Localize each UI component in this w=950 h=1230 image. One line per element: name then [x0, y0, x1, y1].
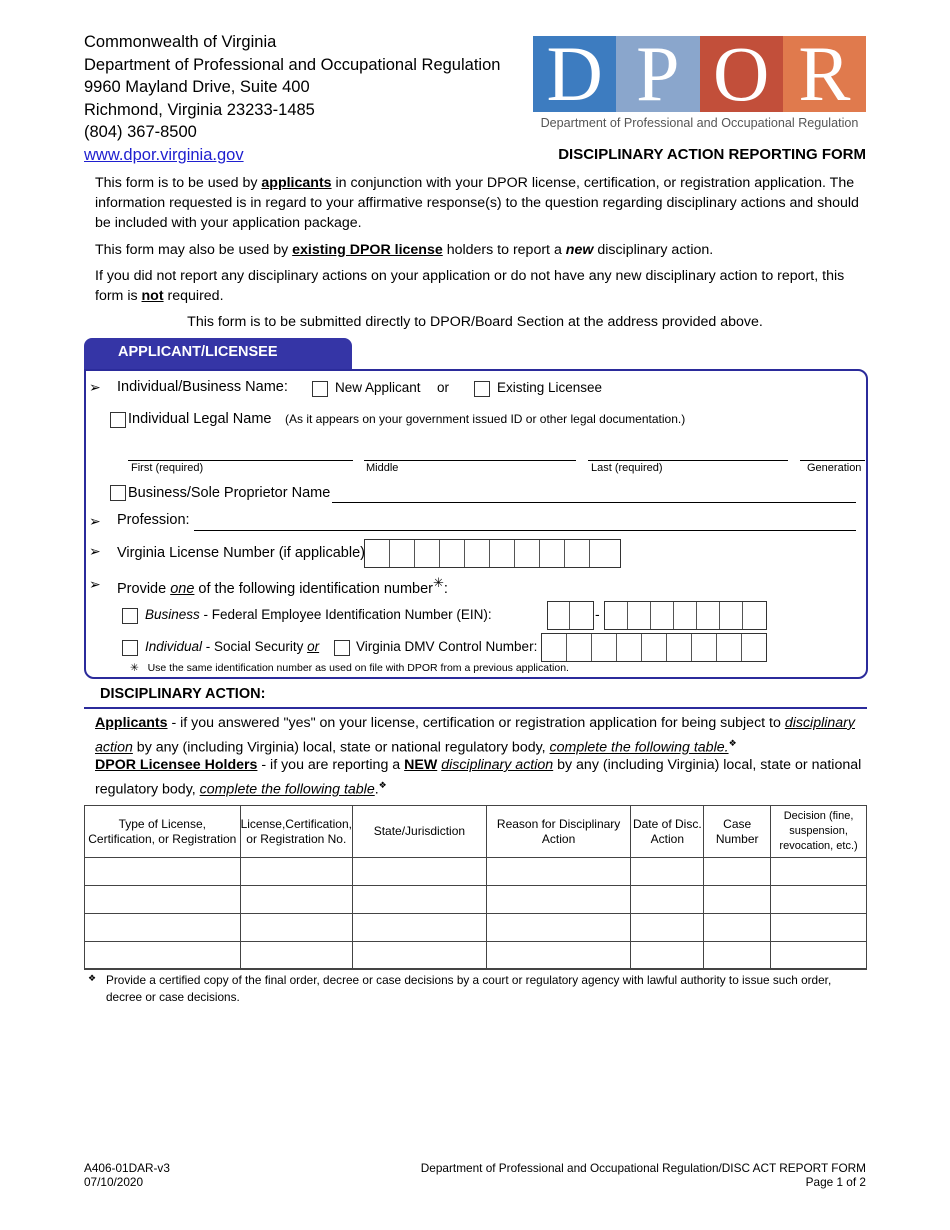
text: complete the following table.	[549, 739, 729, 756]
text: applicants	[261, 175, 332, 191]
diamond-icon: ❖	[378, 780, 387, 790]
text: - if you answered "yes" on your license, certification or registration application for being subject to	[167, 715, 785, 731]
ssn-dmv-boxes[interactable]	[541, 633, 767, 662]
table-cell[interactable]	[240, 858, 352, 886]
arrow-bullet-icon: ➢	[89, 379, 101, 395]
last-label: Last (required)	[591, 462, 663, 474]
column-header: Decision (fine, suspension, revocation, etc.)	[771, 806, 867, 858]
existing-licensee-label: Existing Licensee	[497, 380, 603, 395]
table-cell[interactable]	[486, 942, 631, 970]
text: complete the following table	[199, 781, 375, 798]
text: Individual	[145, 639, 203, 654]
text: not	[141, 288, 164, 304]
ssn-label	[145, 639, 319, 654]
form-title: DISCIPLINARY ACTION REPORTING FORM	[558, 146, 866, 163]
digit-box[interactable]	[515, 540, 540, 567]
digit-box[interactable]	[674, 602, 697, 629]
intro-paragraph-1	[95, 173, 865, 233]
table-cell[interactable]	[240, 942, 352, 970]
table-cell[interactable]	[85, 942, 241, 970]
column-header: Type of License, Certification, or Registration	[85, 806, 241, 858]
text: existing DPOR license	[292, 242, 443, 258]
text: - Federal Employee Identification Number (EIN):	[199, 607, 492, 622]
digit-box[interactable]	[570, 602, 593, 629]
business-name-checkbox[interactable]	[110, 485, 126, 501]
digit-box[interactable]	[697, 602, 720, 629]
profession-label: Profession:	[117, 512, 190, 528]
text: disciplinary action.	[593, 242, 714, 258]
digit-box[interactable]	[628, 602, 651, 629]
text: .	[374, 781, 379, 798]
text: Provide	[117, 580, 171, 597]
legal-name-label: Individual Legal Name	[128, 411, 272, 427]
applicants-instructions	[95, 713, 867, 758]
table-cell[interactable]	[352, 914, 486, 942]
text: Applicants	[95, 715, 168, 731]
license-number-boxes[interactable]	[364, 539, 621, 568]
footer-title: Department of Professional and Occupational Regulation/DISC ACT REPORT FORM	[420, 1161, 866, 1175]
digit-box[interactable]	[548, 602, 570, 629]
dpor-logo	[533, 36, 866, 112]
digit-box[interactable]	[667, 634, 692, 661]
diamond-icon: ❖	[88, 973, 97, 983]
digit-box[interactable]	[365, 540, 390, 567]
address-line: (804) 367-8500	[84, 123, 197, 142]
text: - if you are reporting a	[257, 757, 405, 773]
ssn-checkbox[interactable]	[122, 640, 138, 656]
intro-paragraph-4: This form is to be submitted directly to DPOR/Board Section at the address provided above.	[187, 314, 763, 330]
logo-letter: R	[783, 36, 866, 112]
text: required.	[163, 288, 224, 304]
footnote	[130, 662, 569, 674]
business-name-field[interactable]	[332, 502, 856, 503]
ein-label	[145, 607, 492, 622]
generation-label: Generation	[807, 462, 862, 474]
arrow-bullet-icon: ➢	[89, 543, 101, 559]
footer-left	[84, 1161, 170, 1189]
logo-letter: O	[700, 36, 783, 112]
logo-letter: D	[533, 36, 616, 112]
disciplinary-title: DISCIPLINARY ACTION:	[100, 686, 266, 702]
column-header: License,Certification, or Registration No.	[240, 806, 352, 858]
table-cell[interactable]	[85, 858, 241, 886]
text: :	[443, 580, 448, 597]
table-cell[interactable]	[631, 858, 704, 886]
digit-box[interactable]	[717, 634, 742, 661]
column-header: Reason for Disciplinary Action	[486, 806, 631, 858]
form-date: 07/10/2020	[84, 1175, 144, 1189]
new-applicant-label: New Applicant	[335, 380, 421, 395]
middle-label: Middle	[366, 462, 399, 474]
digit-box[interactable]	[390, 540, 415, 567]
legal-name-note: (As it appears on your government issued ID or other legal documentation.)	[285, 412, 686, 426]
digit-box[interactable]	[567, 634, 592, 661]
text: disciplinary action	[95, 715, 856, 756]
table-cell[interactable]	[771, 942, 867, 970]
table-cell[interactable]	[85, 914, 241, 942]
text: one	[170, 580, 195, 597]
digit-box[interactable]	[490, 540, 515, 567]
digit-box[interactable]	[440, 540, 465, 567]
text: by any (including Virginia) local, state or national regulatory body,	[95, 757, 862, 798]
table-cell[interactable]	[704, 858, 771, 886]
table-cell[interactable]	[240, 886, 352, 914]
text: DPOR Licensee Holders	[95, 757, 258, 773]
disciplinary-table	[84, 805, 867, 970]
table-cell[interactable]	[352, 886, 486, 914]
existing-licensee-checkbox[interactable]	[474, 381, 490, 397]
address-line: 9960 Mayland Drive, Suite 400	[84, 78, 310, 97]
logo-letter: P	[616, 36, 699, 112]
address-line: Richmond, Virginia 23233-1485	[84, 100, 315, 119]
digit-box[interactable]	[415, 540, 440, 567]
diamond-icon: ❖	[728, 738, 737, 748]
text: in conjunction with your DPOR license, certification, or registration application. The information requested is in regard to your affirmative response(s) to the question regarding disciplinary actions and should be included with your application package.	[95, 175, 859, 231]
license-number-label: Virginia License Number (if applicable)	[117, 545, 365, 561]
footer-right	[421, 1161, 866, 1189]
address-block	[84, 31, 500, 167]
divider	[84, 707, 867, 709]
digit-box[interactable]	[742, 634, 766, 661]
table-cell[interactable]	[771, 886, 867, 914]
provide-id-label	[117, 575, 448, 597]
table-row	[85, 886, 867, 914]
ein-dash: -	[595, 606, 600, 622]
table-note: Provide a certified copy of the final order, decree or case decisions by a court or regulatory agency with lawful authority to issue such order, decree or case decisions.	[106, 973, 832, 1004]
page-number: Page 1 of 2	[805, 1175, 866, 1189]
table-cell[interactable]	[704, 914, 771, 942]
table-cell[interactable]	[771, 914, 867, 942]
column-header: Case Number	[704, 806, 771, 858]
table-cell[interactable]	[85, 886, 241, 914]
new-applicant-checkbox[interactable]	[312, 381, 328, 397]
digit-box[interactable]	[542, 634, 567, 661]
digit-box[interactable]	[692, 634, 717, 661]
digit-box[interactable]	[651, 602, 674, 629]
ein-checkbox[interactable]	[122, 608, 138, 624]
section-tab	[84, 338, 352, 370]
digit-box[interactable]	[617, 634, 642, 661]
address-line: Department of Professional and Occupational Regulation	[84, 55, 501, 74]
table-cell[interactable]	[486, 858, 631, 886]
table-cell[interactable]	[486, 914, 631, 942]
profession-field[interactable]	[194, 530, 856, 531]
text: This form is to be used by	[95, 175, 262, 191]
first-label: First (required)	[131, 462, 204, 474]
divider	[84, 968, 867, 970]
name-label: Individual/Business Name:	[117, 379, 288, 395]
last-name-field[interactable]	[588, 460, 788, 461]
column-header: State/Jurisdiction	[352, 806, 486, 858]
licensee-instructions	[95, 755, 867, 800]
table-cell[interactable]	[352, 942, 486, 970]
digit-box[interactable]	[540, 540, 565, 567]
table-row	[85, 858, 867, 886]
intro-paragraph-2	[95, 240, 865, 260]
table-cell[interactable]	[771, 858, 867, 886]
table-cell[interactable]	[240, 914, 352, 942]
dmv-checkbox[interactable]	[334, 640, 350, 656]
text: Use the same identification number as used on file with DPOR from a previous application.	[147, 662, 569, 674]
dmv-label: Virginia DMV Control Number:	[356, 639, 538, 654]
ein-suffix-boxes[interactable]	[604, 601, 767, 630]
table-cell[interactable]	[486, 886, 631, 914]
asterisk-icon: ✳	[433, 575, 444, 590]
text: disciplinary action	[441, 757, 554, 773]
legal-name-checkbox[interactable]	[110, 412, 126, 428]
digit-box[interactable]	[465, 540, 490, 567]
table-cell[interactable]	[631, 942, 704, 970]
arrow-bullet-icon: ➢	[89, 513, 101, 529]
table-cell[interactable]	[631, 886, 704, 914]
or-label: or	[437, 380, 450, 395]
table-header-row	[85, 806, 867, 858]
text: by any (including Virginia) local, state or national regulatory body,	[132, 739, 550, 756]
digit-box[interactable]	[592, 634, 617, 661]
text: of the following identification number	[194, 580, 433, 597]
text: This form may also be used by	[95, 242, 293, 258]
business-name-label: Business/Sole Proprietor Name	[128, 485, 331, 501]
digit-box[interactable]	[743, 602, 766, 629]
table-row	[85, 914, 867, 942]
table-cell[interactable]	[704, 942, 771, 970]
text: holders to report a	[442, 242, 566, 258]
asterisk-icon: ✳	[130, 662, 139, 674]
first-name-field[interactable]	[128, 460, 353, 461]
ein-prefix-boxes[interactable]	[547, 601, 594, 630]
section-title: APPLICANT/LICENSEE	[118, 344, 278, 360]
table-row	[85, 942, 867, 970]
text: new	[565, 242, 594, 258]
text: Business	[145, 607, 200, 622]
table-cell[interactable]	[704, 886, 771, 914]
digit-box[interactable]	[590, 540, 620, 567]
table-cell[interactable]	[352, 858, 486, 886]
logo-caption: Department of Professional and Occupational Regulation	[540, 116, 859, 130]
generation-field[interactable]	[800, 460, 865, 461]
digit-box[interactable]	[565, 540, 590, 567]
address-line: Commonwealth of Virginia	[84, 33, 277, 51]
text: NEW	[404, 757, 438, 773]
digit-box[interactable]	[720, 602, 743, 629]
digit-box[interactable]	[605, 602, 628, 629]
column-header: Date of Disc. Action	[631, 806, 704, 858]
text: or	[307, 639, 320, 654]
text: - Social Security	[202, 639, 308, 654]
website-link[interactable]: www.dpor.virginia.gov	[84, 145, 244, 164]
intro-paragraph-3	[95, 266, 865, 306]
digit-box[interactable]	[642, 634, 667, 661]
middle-name-field[interactable]	[364, 460, 576, 461]
text: If you did not report any disciplinary actions on your application or do not have any new disciplinary action to report, this form is	[95, 268, 845, 304]
form-code: A406-01DAR-v3	[84, 1161, 170, 1175]
arrow-bullet-icon: ➢	[89, 576, 101, 592]
table-cell[interactable]	[631, 914, 704, 942]
